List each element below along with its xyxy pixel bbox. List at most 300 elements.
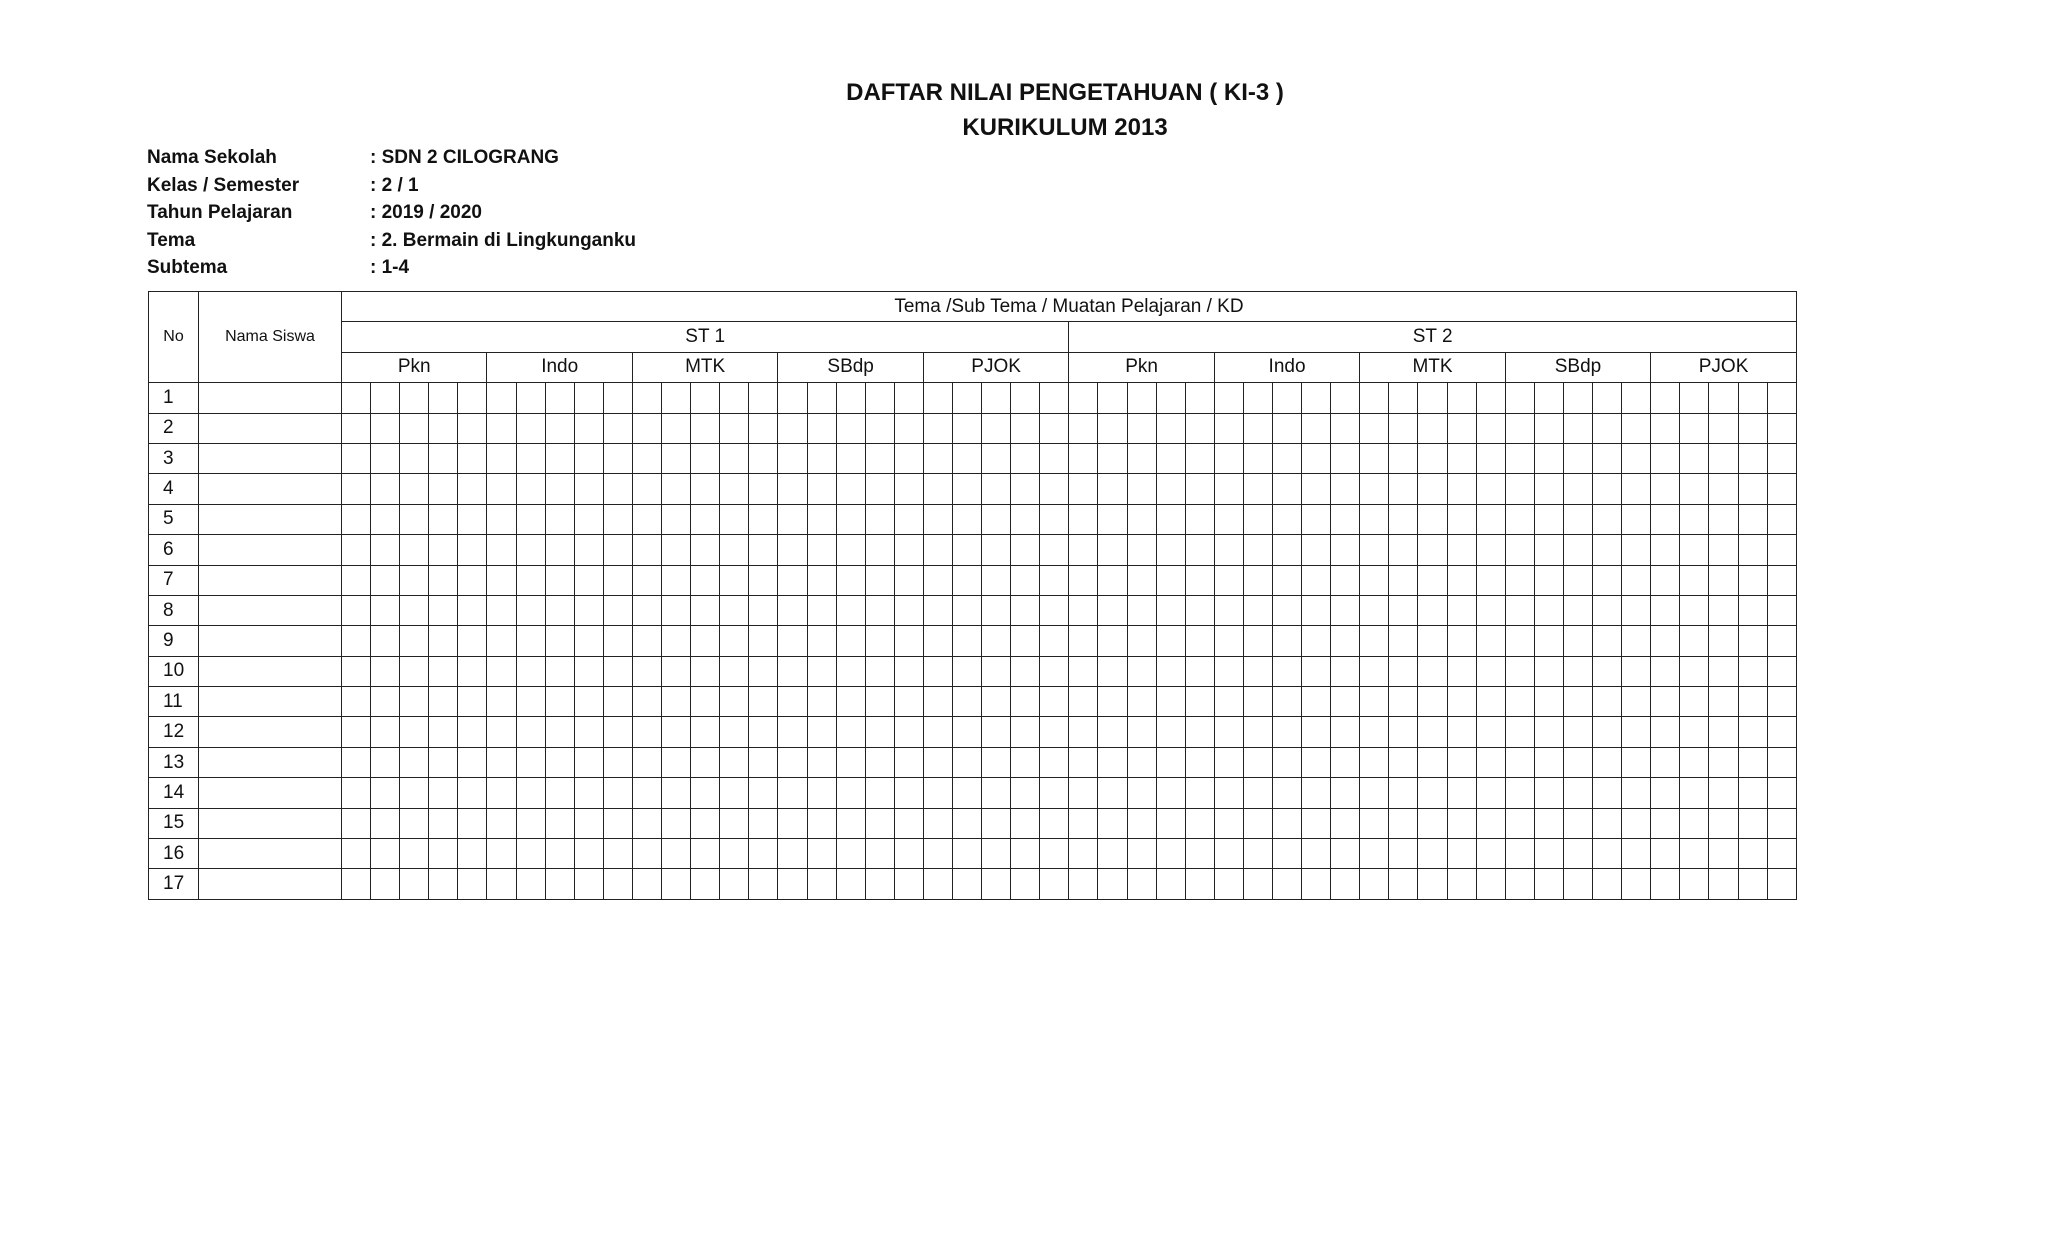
grade-cell[interactable] [1360, 717, 1389, 747]
grade-cell[interactable] [1738, 717, 1767, 747]
grade-cell[interactable] [1563, 383, 1592, 413]
grade-cell[interactable] [1447, 778, 1476, 808]
grade-cell[interactable] [342, 474, 371, 504]
grade-cell[interactable] [1563, 626, 1592, 656]
grade-cell[interactable] [749, 747, 778, 777]
grade-cell[interactable] [1593, 413, 1622, 443]
grade-cell[interactable] [1331, 747, 1360, 777]
grade-cell[interactable] [807, 565, 836, 595]
grade-cell[interactable] [1767, 839, 1796, 869]
grade-cell[interactable] [836, 504, 865, 534]
grade-cell[interactable] [371, 778, 400, 808]
grade-cell[interactable] [952, 687, 981, 717]
grade-cell[interactable] [1040, 504, 1069, 534]
grade-cell[interactable] [1243, 383, 1272, 413]
grade-cell[interactable] [487, 504, 516, 534]
grade-cell[interactable] [923, 717, 952, 747]
grade-cell[interactable] [749, 869, 778, 899]
grade-cell[interactable] [487, 839, 516, 869]
grade-cell[interactable] [1011, 383, 1040, 413]
grade-cell[interactable] [1534, 504, 1563, 534]
grade-cell[interactable] [1651, 626, 1680, 656]
grade-cell[interactable] [1738, 808, 1767, 838]
grade-cell[interactable] [1593, 595, 1622, 625]
grade-cell[interactable] [894, 747, 923, 777]
grade-cell[interactable] [1767, 413, 1796, 443]
grade-cell[interactable] [1680, 565, 1709, 595]
grade-cell[interactable] [400, 656, 429, 686]
grade-cell[interactable] [1563, 474, 1592, 504]
grade-cell[interactable] [1563, 747, 1592, 777]
grade-cell[interactable] [632, 747, 661, 777]
grade-cell[interactable] [982, 474, 1011, 504]
grade-cell[interactable] [632, 413, 661, 443]
grade-cell[interactable] [1243, 747, 1272, 777]
grade-cell[interactable] [1069, 717, 1098, 747]
grade-cell[interactable] [1156, 413, 1185, 443]
grade-cell[interactable] [1709, 474, 1738, 504]
grade-cell[interactable] [778, 413, 807, 443]
grade-cell[interactable] [1156, 808, 1185, 838]
grade-cell[interactable] [1651, 383, 1680, 413]
grade-cell[interactable] [1360, 808, 1389, 838]
grade-cell[interactable] [1127, 383, 1156, 413]
grade-cell[interactable] [603, 595, 632, 625]
grade-cell[interactable] [1243, 443, 1272, 473]
grade-cell[interactable] [865, 747, 894, 777]
grade-cell[interactable] [1680, 413, 1709, 443]
grade-cell[interactable] [1185, 535, 1214, 565]
grade-cell[interactable] [1273, 808, 1302, 838]
grade-cell[interactable] [1738, 565, 1767, 595]
grade-cell[interactable] [1011, 656, 1040, 686]
grade-cell[interactable] [836, 474, 865, 504]
grade-cell[interactable] [894, 595, 923, 625]
grade-cell[interactable] [865, 443, 894, 473]
grade-cell[interactable] [1563, 687, 1592, 717]
grade-cell[interactable] [1593, 535, 1622, 565]
grade-cell[interactable] [1214, 717, 1243, 747]
grade-cell[interactable] [1476, 747, 1505, 777]
grade-cell[interactable] [1331, 839, 1360, 869]
grade-cell[interactable] [1593, 504, 1622, 534]
student-name-cell[interactable] [199, 839, 342, 869]
grade-cell[interactable] [400, 626, 429, 656]
grade-cell[interactable] [1709, 535, 1738, 565]
grade-cell[interactable] [1476, 626, 1505, 656]
grade-cell[interactable] [400, 413, 429, 443]
grade-cell[interactable] [1302, 656, 1331, 686]
student-name-cell[interactable] [199, 383, 342, 413]
grade-cell[interactable] [458, 717, 487, 747]
grade-cell[interactable] [1214, 808, 1243, 838]
grade-cell[interactable] [1185, 656, 1214, 686]
grade-cell[interactable] [1098, 808, 1127, 838]
grade-cell[interactable] [1069, 808, 1098, 838]
grade-cell[interactable] [1651, 747, 1680, 777]
grade-cell[interactable] [691, 443, 720, 473]
grade-cell[interactable] [894, 869, 923, 899]
grade-cell[interactable] [923, 535, 952, 565]
grade-cell[interactable] [1040, 717, 1069, 747]
grade-cell[interactable] [749, 443, 778, 473]
grade-cell[interactable] [1389, 687, 1418, 717]
grade-cell[interactable] [1011, 535, 1040, 565]
grade-cell[interactable] [1331, 443, 1360, 473]
grade-cell[interactable] [1738, 595, 1767, 625]
grade-cell[interactable] [952, 869, 981, 899]
grade-cell[interactable] [1156, 565, 1185, 595]
grade-cell[interactable] [458, 595, 487, 625]
grade-cell[interactable] [429, 443, 458, 473]
grade-cell[interactable] [807, 504, 836, 534]
grade-cell[interactable] [1476, 778, 1505, 808]
grade-cell[interactable] [1011, 808, 1040, 838]
grade-cell[interactable] [1331, 656, 1360, 686]
grade-cell[interactable] [749, 687, 778, 717]
grade-cell[interactable] [1127, 656, 1156, 686]
grade-cell[interactable] [1767, 504, 1796, 534]
grade-cell[interactable] [662, 747, 691, 777]
student-name-cell[interactable] [199, 687, 342, 717]
grade-cell[interactable] [1098, 656, 1127, 686]
grade-cell[interactable] [778, 717, 807, 747]
grade-cell[interactable] [720, 504, 749, 534]
grade-cell[interactable] [603, 474, 632, 504]
grade-cell[interactable] [1680, 383, 1709, 413]
grade-cell[interactable] [1563, 443, 1592, 473]
grade-cell[interactable] [1447, 747, 1476, 777]
grade-cell[interactable] [1389, 778, 1418, 808]
grade-cell[interactable] [1273, 474, 1302, 504]
grade-cell[interactable] [487, 413, 516, 443]
grade-cell[interactable] [982, 656, 1011, 686]
grade-cell[interactable] [1622, 595, 1651, 625]
grade-cell[interactable] [1331, 717, 1360, 747]
grade-cell[interactable] [342, 808, 371, 838]
grade-cell[interactable] [1563, 504, 1592, 534]
grade-cell[interactable] [1709, 413, 1738, 443]
grade-cell[interactable] [865, 656, 894, 686]
grade-cell[interactable] [1680, 656, 1709, 686]
grade-cell[interactable] [1622, 839, 1651, 869]
grade-cell[interactable] [1040, 565, 1069, 595]
grade-cell[interactable] [1069, 504, 1098, 534]
grade-cell[interactable] [487, 687, 516, 717]
grade-cell[interactable] [1651, 717, 1680, 747]
grade-cell[interactable] [1156, 687, 1185, 717]
grade-cell[interactable] [545, 595, 574, 625]
grade-cell[interactable] [662, 504, 691, 534]
grade-cell[interactable] [1593, 474, 1622, 504]
grade-cell[interactable] [1622, 808, 1651, 838]
grade-cell[interactable] [1738, 656, 1767, 686]
grade-cell[interactable] [807, 747, 836, 777]
grade-cell[interactable] [778, 656, 807, 686]
grade-cell[interactable] [342, 595, 371, 625]
grade-cell[interactable] [603, 383, 632, 413]
grade-cell[interactable] [865, 383, 894, 413]
grade-cell[interactable] [807, 839, 836, 869]
grade-cell[interactable] [1476, 839, 1505, 869]
grade-cell[interactable] [1418, 413, 1447, 443]
grade-cell[interactable] [1185, 747, 1214, 777]
grade-cell[interactable] [1156, 747, 1185, 777]
grade-cell[interactable] [1243, 595, 1272, 625]
grade-cell[interactable] [1040, 595, 1069, 625]
grade-cell[interactable] [1156, 383, 1185, 413]
grade-cell[interactable] [836, 687, 865, 717]
grade-cell[interactable] [720, 717, 749, 747]
grade-cell[interactable] [807, 687, 836, 717]
grade-cell[interactable] [632, 778, 661, 808]
grade-cell[interactable] [1156, 656, 1185, 686]
grade-cell[interactable] [1273, 383, 1302, 413]
grade-cell[interactable] [371, 383, 400, 413]
grade-cell[interactable] [1709, 656, 1738, 686]
grade-cell[interactable] [1098, 383, 1127, 413]
grade-cell[interactable] [662, 626, 691, 656]
grade-cell[interactable] [429, 383, 458, 413]
grade-cell[interactable] [603, 656, 632, 686]
grade-cell[interactable] [487, 565, 516, 595]
grade-cell[interactable] [371, 413, 400, 443]
grade-cell[interactable] [1214, 656, 1243, 686]
grade-cell[interactable] [400, 535, 429, 565]
grade-cell[interactable] [1243, 839, 1272, 869]
grade-cell[interactable] [1360, 656, 1389, 686]
grade-cell[interactable] [894, 778, 923, 808]
grade-cell[interactable] [1418, 383, 1447, 413]
grade-cell[interactable] [342, 626, 371, 656]
grade-cell[interactable] [1651, 413, 1680, 443]
grade-cell[interactable] [632, 717, 661, 747]
grade-cell[interactable] [1040, 839, 1069, 869]
grade-cell[interactable] [371, 687, 400, 717]
grade-cell[interactable] [458, 747, 487, 777]
grade-cell[interactable] [1214, 687, 1243, 717]
grade-cell[interactable] [1360, 565, 1389, 595]
grade-cell[interactable] [778, 565, 807, 595]
grade-cell[interactable] [1389, 747, 1418, 777]
grade-cell[interactable] [1011, 717, 1040, 747]
grade-cell[interactable] [1098, 626, 1127, 656]
grade-cell[interactable] [1214, 383, 1243, 413]
grade-cell[interactable] [691, 656, 720, 686]
grade-cell[interactable] [778, 595, 807, 625]
student-name-cell[interactable] [199, 808, 342, 838]
grade-cell[interactable] [632, 656, 661, 686]
grade-cell[interactable] [662, 778, 691, 808]
grade-cell[interactable] [487, 443, 516, 473]
grade-cell[interactable] [1040, 535, 1069, 565]
grade-cell[interactable] [982, 778, 1011, 808]
grade-cell[interactable] [778, 535, 807, 565]
grade-cell[interactable] [1534, 443, 1563, 473]
grade-cell[interactable] [1622, 747, 1651, 777]
grade-cell[interactable] [1534, 778, 1563, 808]
grade-cell[interactable] [923, 383, 952, 413]
grade-cell[interactable] [836, 869, 865, 899]
grade-cell[interactable] [516, 565, 545, 595]
grade-cell[interactable] [1389, 504, 1418, 534]
grade-cell[interactable] [1098, 504, 1127, 534]
grade-cell[interactable] [429, 656, 458, 686]
grade-cell[interactable] [1622, 869, 1651, 899]
grade-cell[interactable] [1593, 778, 1622, 808]
grade-cell[interactable] [1593, 656, 1622, 686]
grade-cell[interactable] [662, 535, 691, 565]
grade-cell[interactable] [1418, 808, 1447, 838]
grade-cell[interactable] [720, 808, 749, 838]
grade-cell[interactable] [807, 869, 836, 899]
grade-cell[interactable] [371, 717, 400, 747]
grade-cell[interactable] [807, 778, 836, 808]
grade-cell[interactable] [1127, 717, 1156, 747]
grade-cell[interactable] [1767, 595, 1796, 625]
grade-cell[interactable] [923, 778, 952, 808]
grade-cell[interactable] [1185, 595, 1214, 625]
grade-cell[interactable] [1389, 656, 1418, 686]
grade-cell[interactable] [1389, 808, 1418, 838]
grade-cell[interactable] [720, 413, 749, 443]
grade-cell[interactable] [1331, 778, 1360, 808]
grade-cell[interactable] [603, 869, 632, 899]
grade-cell[interactable] [662, 383, 691, 413]
grade-cell[interactable] [894, 656, 923, 686]
grade-cell[interactable] [1214, 443, 1243, 473]
grade-cell[interactable] [1651, 656, 1680, 686]
grade-cell[interactable] [749, 626, 778, 656]
grade-cell[interactable] [807, 808, 836, 838]
grade-cell[interactable] [400, 383, 429, 413]
grade-cell[interactable] [1534, 383, 1563, 413]
grade-cell[interactable] [1563, 869, 1592, 899]
grade-cell[interactable] [1302, 687, 1331, 717]
grade-cell[interactable] [1214, 869, 1243, 899]
grade-cell[interactable] [1040, 778, 1069, 808]
grade-cell[interactable] [574, 626, 603, 656]
grade-cell[interactable] [923, 626, 952, 656]
grade-cell[interactable] [574, 839, 603, 869]
grade-cell[interactable] [662, 413, 691, 443]
grade-cell[interactable] [1185, 778, 1214, 808]
student-name-cell[interactable] [199, 474, 342, 504]
grade-cell[interactable] [865, 504, 894, 534]
grade-cell[interactable] [574, 535, 603, 565]
grade-cell[interactable] [1767, 808, 1796, 838]
grade-cell[interactable] [1767, 535, 1796, 565]
grade-cell[interactable] [1476, 656, 1505, 686]
grade-cell[interactable] [1302, 413, 1331, 443]
grade-cell[interactable] [574, 656, 603, 686]
grade-cell[interactable] [1360, 535, 1389, 565]
grade-cell[interactable] [1040, 747, 1069, 777]
grade-cell[interactable] [1243, 687, 1272, 717]
grade-cell[interactable] [836, 443, 865, 473]
grade-cell[interactable] [691, 626, 720, 656]
student-name-cell[interactable] [199, 413, 342, 443]
grade-cell[interactable] [1651, 808, 1680, 838]
grade-cell[interactable] [923, 504, 952, 534]
grade-cell[interactable] [429, 504, 458, 534]
grade-cell[interactable] [894, 504, 923, 534]
grade-cell[interactable] [1593, 687, 1622, 717]
grade-cell[interactable] [1302, 474, 1331, 504]
grade-cell[interactable] [1243, 535, 1272, 565]
grade-cell[interactable] [516, 839, 545, 869]
grade-cell[interactable] [1185, 443, 1214, 473]
grade-cell[interactable] [545, 383, 574, 413]
grade-cell[interactable] [429, 808, 458, 838]
grade-cell[interactable] [1331, 595, 1360, 625]
grade-cell[interactable] [1156, 717, 1185, 747]
grade-cell[interactable] [400, 687, 429, 717]
grade-cell[interactable] [1098, 535, 1127, 565]
grade-cell[interactable] [516, 535, 545, 565]
grade-cell[interactable] [1331, 413, 1360, 443]
grade-cell[interactable] [778, 383, 807, 413]
grade-cell[interactable] [429, 626, 458, 656]
grade-cell[interactable] [1709, 778, 1738, 808]
grade-cell[interactable] [400, 595, 429, 625]
student-name-cell[interactable] [199, 717, 342, 747]
grade-cell[interactable] [603, 839, 632, 869]
grade-cell[interactable] [1011, 778, 1040, 808]
grade-cell[interactable] [516, 687, 545, 717]
grade-cell[interactable] [516, 869, 545, 899]
grade-cell[interactable] [487, 747, 516, 777]
grade-cell[interactable] [1738, 778, 1767, 808]
grade-cell[interactable] [1505, 778, 1534, 808]
grade-cell[interactable] [1040, 626, 1069, 656]
grade-cell[interactable] [952, 808, 981, 838]
grade-cell[interactable] [720, 443, 749, 473]
grade-cell[interactable] [1127, 565, 1156, 595]
grade-cell[interactable] [516, 747, 545, 777]
grade-cell[interactable] [1040, 687, 1069, 717]
grade-cell[interactable] [923, 656, 952, 686]
grade-cell[interactable] [1302, 535, 1331, 565]
grade-cell[interactable] [1767, 687, 1796, 717]
grade-cell[interactable] [632, 383, 661, 413]
grade-cell[interactable] [516, 778, 545, 808]
grade-cell[interactable] [894, 535, 923, 565]
grade-cell[interactable] [1098, 443, 1127, 473]
grade-cell[interactable] [400, 869, 429, 899]
grade-cell[interactable] [1156, 839, 1185, 869]
grade-cell[interactable] [1011, 839, 1040, 869]
grade-cell[interactable] [720, 687, 749, 717]
grade-cell[interactable] [691, 687, 720, 717]
grade-cell[interactable] [1534, 747, 1563, 777]
student-name-cell[interactable] [199, 595, 342, 625]
grade-cell[interactable] [1418, 839, 1447, 869]
grade-cell[interactable] [923, 808, 952, 838]
grade-cell[interactable] [1418, 565, 1447, 595]
grade-cell[interactable] [1069, 565, 1098, 595]
grade-cell[interactable] [1476, 717, 1505, 747]
grade-cell[interactable] [836, 778, 865, 808]
grade-cell[interactable] [1505, 474, 1534, 504]
grade-cell[interactable] [545, 808, 574, 838]
grade-cell[interactable] [342, 656, 371, 686]
grade-cell[interactable] [1360, 747, 1389, 777]
grade-cell[interactable] [342, 747, 371, 777]
grade-cell[interactable] [1185, 413, 1214, 443]
grade-cell[interactable] [1563, 565, 1592, 595]
grade-cell[interactable] [1593, 565, 1622, 595]
